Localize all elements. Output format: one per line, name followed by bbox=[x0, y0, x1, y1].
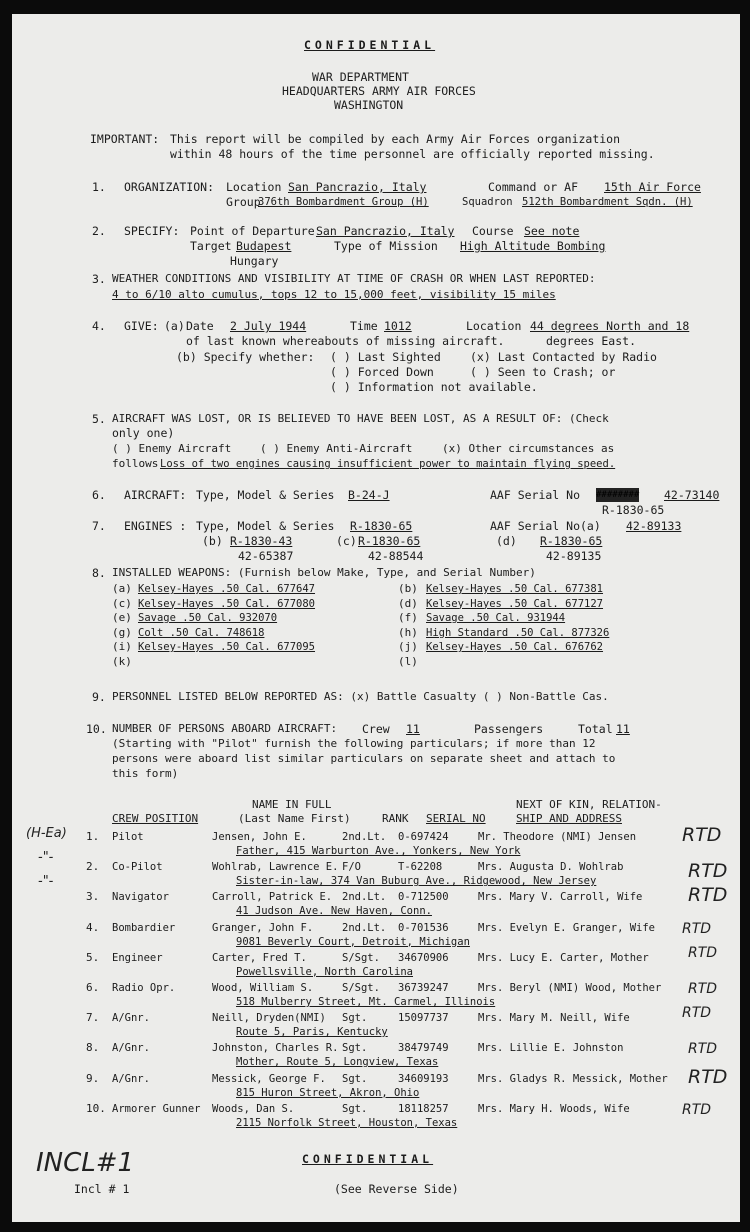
location-label: Location bbox=[226, 180, 282, 194]
weapon-value-left: Colt .50 Cal. 748618 bbox=[138, 626, 265, 639]
engine-d-serial: 42-89135 bbox=[546, 549, 602, 563]
engine-serial-label: AAF Serial No(a) bbox=[490, 519, 601, 533]
weapon-letter-right: (d) bbox=[398, 596, 418, 610]
crew-name: Wood, William S. bbox=[212, 982, 314, 994]
weapons-label: INSTALLED WEAPONS: (Furnish below Make, Type, and Serial Number) bbox=[112, 566, 536, 579]
option-enemy-aircraft: ( ) Enemy Aircraft bbox=[112, 442, 232, 455]
crew-rank: 2nd.Lt. bbox=[342, 891, 387, 904]
header-line-1: WAR DEPARTMENT bbox=[312, 70, 409, 84]
date-value: 2 July 1944 bbox=[230, 319, 307, 333]
persons-note-2: persons were aboard list similar particulars on separate sheet and attach to bbox=[112, 752, 616, 765]
option-forced-down: ( ) Forced Down bbox=[330, 365, 434, 379]
location-label-4: Location bbox=[466, 319, 522, 333]
crew-header-kin-2: SHIP AND ADDRESS bbox=[516, 812, 622, 825]
section-2-number: 2. bbox=[92, 224, 106, 238]
see-reverse-side: (See Reverse Side) bbox=[334, 1182, 459, 1196]
crew-count: 11 bbox=[406, 722, 420, 736]
total-label: Total bbox=[578, 722, 613, 736]
crew-row-number: 1. bbox=[86, 830, 100, 843]
handwritten-ditto-2: -"- bbox=[38, 874, 54, 889]
crew-position: Engineer bbox=[112, 951, 163, 964]
weapon-letter-right: (f) bbox=[398, 611, 418, 624]
crew-next-of-kin: Mrs. Evelyn E. Granger, Wife bbox=[478, 921, 656, 934]
crew-position: A/Gnr. bbox=[112, 1042, 150, 1055]
crew-serial: 0-701536 bbox=[398, 921, 449, 934]
crew-next-of-kin: Mrs. Lillie E. Johnston bbox=[478, 1042, 624, 1055]
time-value: 1012 bbox=[384, 319, 412, 333]
weapon-letter-left: (a) bbox=[112, 582, 132, 595]
crew-name: Carroll, Patrick E. bbox=[212, 891, 333, 904]
section-4-number: 4. bbox=[92, 319, 106, 333]
crew-serial: 0-712500 bbox=[398, 891, 449, 904]
important-text-1: This report will be compiled by each Army Air Forces organization bbox=[170, 132, 621, 146]
crew-position: Pilot bbox=[112, 831, 144, 843]
crew-kin-address: 815 Huron Street, Akron, Ohio bbox=[236, 1086, 420, 1099]
crew-name: Granger, John F. bbox=[212, 921, 314, 934]
crew-name: Messick, George F. bbox=[212, 1072, 326, 1085]
section-9-number: 9. bbox=[92, 690, 106, 704]
section-7-number: 7. bbox=[92, 519, 106, 533]
weapon-letter-right: (h) bbox=[398, 625, 418, 639]
crew-serial: T-62208 bbox=[398, 861, 443, 874]
departure-value: San Pancrazio, Italy bbox=[316, 224, 455, 238]
crew-serial: 36739247 bbox=[398, 982, 449, 994]
engine-b-label: (b) bbox=[202, 534, 223, 548]
crew-header-kin-1: NEXT OF KIN, RELATION- bbox=[516, 798, 662, 811]
crew-header-rank: RANK bbox=[382, 812, 409, 825]
crew-position: A/Gnr. bbox=[112, 1072, 150, 1085]
document-page bbox=[12, 14, 740, 1222]
specify-whether-label: (b) Specify whether: bbox=[176, 350, 315, 364]
mission-value: High Altitude Bombing bbox=[460, 239, 606, 253]
inclosure-typed: Incl # 1 bbox=[74, 1182, 130, 1196]
crew-position: Bombardier bbox=[112, 921, 176, 934]
target-value-2: Hungary bbox=[230, 254, 279, 268]
section-10-number: 10. bbox=[86, 722, 107, 736]
group-label: Group bbox=[226, 195, 261, 209]
handwritten-rtd: RTD bbox=[688, 944, 718, 961]
engine-b-serial: 42-65387 bbox=[238, 549, 294, 563]
crew-kin-address: 518 Mulberry Street, Mt. Carmel, Illinois bbox=[236, 996, 496, 1008]
weapon-letter-right: (j) bbox=[398, 640, 418, 653]
weapon-value-right: High Standard .50 Cal. 877326 bbox=[426, 626, 610, 639]
course-value: See note bbox=[524, 224, 580, 238]
crew-serial: 15097737 bbox=[398, 1012, 449, 1025]
crew-serial: 38479749 bbox=[398, 1042, 449, 1055]
crew-position: Co-Pilot bbox=[112, 861, 163, 874]
aircraft-serial-value: 42-73140 bbox=[664, 488, 720, 502]
weather-value: 4 to 6/10 alto cumulus, tops 12 to 15,000 feet, visibility 15 miles bbox=[112, 288, 556, 301]
handwritten-rtd: RTD bbox=[682, 1005, 712, 1022]
time-label: Time bbox=[350, 319, 378, 333]
engine-model-value: R-1830-65 bbox=[350, 519, 413, 533]
departure-label: Point of Departure bbox=[190, 224, 315, 238]
crew-rank: S/Sgt. bbox=[342, 982, 380, 994]
important-text-2: within 48 hours of the time personnel are officially reported missing. bbox=[170, 147, 655, 161]
persons-note-1: (Starting with "Pilot" furnish the following particulars; if more than 12 bbox=[112, 737, 596, 750]
command-label: Command or AF bbox=[488, 180, 579, 194]
crew-rank: 2nd.Lt. bbox=[342, 921, 387, 934]
handwritten-rtd: RTD bbox=[688, 1065, 728, 1088]
crew-row-number: 8. bbox=[86, 1041, 100, 1055]
aircraft-serial-struck: ######## bbox=[596, 490, 640, 500]
engine-c-label: (c) bbox=[336, 534, 357, 548]
option-last-sighted: ( ) Last Sighted bbox=[330, 350, 441, 364]
classification-bottom: CONFIDENTIAL bbox=[302, 1152, 434, 1166]
engine-d-value: R-1830-65 bbox=[540, 534, 603, 548]
weapon-letter-left: (i) bbox=[112, 640, 132, 653]
engine-d-label: (d) bbox=[496, 534, 517, 548]
weapon-value-left: Kelsey-Hayes .50 Cal. 677080 bbox=[138, 597, 316, 610]
aircraft-model-value: B-24-J bbox=[348, 488, 390, 502]
mission-label: Type of Mission bbox=[334, 239, 438, 253]
handwritten-rtd: RTD bbox=[682, 824, 722, 846]
option-info-not-available: ( ) Information not available. bbox=[330, 380, 538, 394]
header-line-3: WASHINGTON bbox=[334, 98, 404, 112]
crew-row-number: 7. bbox=[86, 1011, 100, 1025]
crew-header-name-1: NAME IN FULL bbox=[252, 798, 332, 811]
crew-rank: Sgt. bbox=[342, 1042, 368, 1055]
personnel-reported: PERSONNEL LISTED BELOW REPORTED AS: (x) Battle Casualty ( ) Non-Battle Cas. bbox=[112, 690, 609, 703]
crew-name: Wohlrab, Lawrence E. bbox=[212, 861, 339, 874]
header-line-2: HEADQUARTERS ARMY AIR FORCES bbox=[282, 84, 476, 98]
crew-row-number: 4. bbox=[86, 920, 100, 934]
handwritten-incl: INCL#1 bbox=[36, 1148, 135, 1178]
weapon-value-right: Kelsey-Hayes .50 Cal. 677127 bbox=[426, 597, 604, 610]
section-3-number: 3. bbox=[92, 272, 106, 286]
crew-next-of-kin: Mrs. Gladys R. Messick, Mother bbox=[478, 1072, 668, 1085]
crew-position: Navigator bbox=[112, 891, 169, 904]
weapon-letter-right: (b) bbox=[398, 582, 418, 595]
crew-kin-address: 9081 Beverly Court, Detroit, Michigan bbox=[236, 935, 470, 948]
crew-row-number: 10. bbox=[86, 1101, 106, 1115]
persons-note-3: this form) bbox=[112, 767, 179, 780]
aircraft-extra: R-1830-65 bbox=[602, 503, 665, 517]
section-1-number: 1. bbox=[92, 180, 106, 194]
section-6-number: 6. bbox=[92, 488, 106, 502]
option-enemy-anti-aircraft: ( ) Enemy Anti-Aircraft bbox=[260, 442, 413, 455]
crew-header-serial: SERIAL NO bbox=[426, 812, 486, 825]
option-other-circumstances: (x) Other circumstances as bbox=[442, 442, 615, 455]
weapon-letter-left: (c) bbox=[112, 596, 132, 610]
crew-kin-address: Father, 415 Warburton Ave., Yonkers, New York bbox=[236, 845, 521, 857]
engine-serial-a: 42-89133 bbox=[626, 519, 682, 533]
crew-next-of-kin: Mrs. Mary H. Woods, Wife bbox=[478, 1102, 630, 1115]
specify-label: SPECIFY: bbox=[124, 224, 180, 238]
handwritten-rtd: RTD bbox=[688, 1041, 718, 1058]
option-last-contacted: (x) Last Contacted by Radio bbox=[470, 350, 657, 364]
weapon-value-right: Kelsey-Hayes .50 Cal. 677381 bbox=[426, 583, 604, 595]
engine-model-label: Type, Model & Series bbox=[196, 519, 335, 533]
crew-position: A/Gnr. bbox=[112, 1012, 150, 1025]
crew-serial: 34609193 bbox=[398, 1072, 449, 1085]
important-label: IMPORTANT: bbox=[90, 132, 160, 146]
weapon-value-left: Kelsey-Hayes .50 Cal. 677647 bbox=[138, 583, 316, 595]
weapon-letter-left: (k) bbox=[112, 654, 132, 668]
lost-cause-value: Loss of two engines causing insufficient power to maintain flying speed. bbox=[160, 458, 616, 470]
crew-row-number: 6. bbox=[86, 981, 100, 994]
weapon-value-left: Savage .50 Cal. 932070 bbox=[138, 612, 278, 624]
crew-row-number: 2. bbox=[86, 860, 100, 874]
crew-name: Carter, Fred T. bbox=[212, 951, 307, 964]
crew-name: Woods, Dan S. bbox=[212, 1102, 295, 1115]
aircraft-model-label: Type, Model & Series bbox=[196, 488, 335, 502]
weapon-letter-right: (l) bbox=[398, 654, 418, 668]
lost-cause-line-2: only one) bbox=[112, 426, 175, 440]
crew-kin-address: 2115 Norfolk Street, Houston, Texas bbox=[236, 1116, 458, 1129]
squadron-label: Squadron bbox=[462, 196, 513, 208]
whereabouts-degrees: degrees East. bbox=[546, 334, 637, 348]
weapon-letter-left: (e) bbox=[112, 611, 132, 624]
weapon-value-right: Kelsey-Hayes .50 Cal. 676762 bbox=[426, 641, 604, 653]
crew-kin-address: Mother, Route 5, Longview, Texas bbox=[236, 1056, 439, 1069]
crew-rank: Sgt. bbox=[342, 1012, 368, 1025]
target-value: Budapest bbox=[236, 239, 292, 253]
total-count: 11 bbox=[616, 722, 630, 736]
aircraft-label: AIRCRAFT: bbox=[124, 488, 187, 502]
group-value: 376th Bombardment Group (H) bbox=[258, 196, 429, 208]
handwritten-ditto-1: -"- bbox=[38, 850, 54, 865]
handwritten-rtd: RTD bbox=[682, 920, 712, 937]
crew-next-of-kin: Mrs. Beryl (NMI) Wood, Mother bbox=[478, 982, 662, 994]
classification-top: CONFIDENTIAL bbox=[304, 38, 436, 52]
engines-label: ENGINES : bbox=[124, 519, 187, 533]
crew-kin-address: 41 Judson Ave. New Haven, Conn. bbox=[236, 905, 432, 918]
handwritten-rtd: RTD bbox=[688, 981, 718, 997]
weather-label: WEATHER CONDITIONS AND VISIBILITY AT TIME OF CRASH OR WHEN LAST REPORTED: bbox=[112, 272, 596, 285]
crew-position: Radio Opr. bbox=[112, 982, 176, 994]
crew-name: Jensen, John E. bbox=[212, 831, 307, 843]
crew-header-position: CREW POSITION bbox=[112, 812, 199, 825]
crash-location-value: 44 degrees North and 18 bbox=[530, 319, 690, 333]
course-label: Course bbox=[472, 224, 514, 238]
weapon-letter-left: (g) bbox=[112, 625, 132, 639]
crew-next-of-kin: Mrs. Mary V. Carroll, Wife bbox=[478, 891, 643, 904]
lost-cause-line-1: AIRCRAFT WAS LOST, OR IS BELIEVED TO HAVE BEEN LOST, AS A RESULT OF: (Check bbox=[112, 412, 609, 425]
command-value: 15th Air Force bbox=[604, 180, 701, 194]
crew-kin-address: Powellsville, North Carolina bbox=[236, 965, 414, 978]
date-label: Date bbox=[186, 319, 214, 333]
passengers-label: Passengers bbox=[474, 722, 544, 736]
crew-rank: S/Sgt. bbox=[342, 951, 380, 964]
squadron-value: 512th Bombardment Sqdn. (H) bbox=[522, 196, 693, 208]
option-seen-crash: ( ) Seen to Crash; or bbox=[470, 365, 616, 379]
crew-row-number: 9. bbox=[86, 1071, 100, 1085]
handwritten-hea: (H-Ea) bbox=[26, 826, 67, 841]
organization-location: San Pancrazio, Italy bbox=[288, 180, 427, 194]
crew-rank: Sgt. bbox=[342, 1102, 368, 1115]
crew-row-number: 3. bbox=[86, 890, 100, 904]
follows-label: follows bbox=[112, 457, 159, 470]
handwritten-rtd: RTD bbox=[682, 1101, 712, 1118]
section-8-number: 8. bbox=[92, 566, 106, 580]
crew-kin-address: Sister-in-law, 374 Van Buburg Ave., Ridgewood, New Jersey bbox=[236, 875, 597, 888]
target-label: Target bbox=[190, 239, 232, 253]
handwritten-rtd: RTD bbox=[688, 884, 728, 907]
crew-next-of-kin: Mrs. Augusta D. Wohlrab bbox=[478, 861, 624, 874]
give-a-label: (a) bbox=[164, 319, 185, 333]
persons-aboard-label: NUMBER OF PERSONS ABOARD AIRCRAFT: bbox=[112, 722, 338, 735]
weapon-value-right: Savage .50 Cal. 931944 bbox=[426, 612, 566, 624]
engine-b-value: R-1830-43 bbox=[230, 534, 293, 548]
crew-name: Neill, Dryden(NMI) bbox=[212, 1012, 326, 1025]
whereabouts-text: of last known whereabouts of missing aircraft. bbox=[186, 334, 505, 348]
crew-rank: 2nd.Lt. bbox=[342, 831, 387, 843]
handwritten-rtd: RTD bbox=[688, 860, 728, 883]
crew-rank: F/O bbox=[342, 861, 361, 874]
aircraft-serial-label: AAF Serial No bbox=[490, 488, 581, 502]
organization-label: ORGANIZATION: bbox=[124, 180, 215, 194]
crew-next-of-kin: Mrs. Lucy E. Carter, Mother bbox=[478, 951, 649, 964]
crew-rank: Sgt. bbox=[342, 1072, 368, 1085]
crew-next-of-kin: Mr. Theodore (NMI) Jensen bbox=[478, 831, 637, 843]
crew-label: Crew bbox=[362, 722, 390, 736]
engine-c-serial: 42-88544 bbox=[368, 549, 424, 563]
crew-next-of-kin: Mrs. Mary M. Neill, Wife bbox=[478, 1012, 630, 1025]
crew-row-number: 5. bbox=[86, 950, 100, 964]
engine-c-value: R-1830-65 bbox=[358, 534, 421, 548]
section-5-number: 5. bbox=[92, 412, 106, 426]
crew-serial: 34670906 bbox=[398, 951, 449, 964]
crew-position: Armorer Gunner bbox=[112, 1102, 201, 1115]
crew-name: Johnston, Charles R. bbox=[212, 1042, 339, 1055]
crew-kin-address: Route 5, Paris, Kentucky bbox=[236, 1026, 388, 1039]
weapon-value-left: Kelsey-Hayes .50 Cal. 677095 bbox=[138, 641, 316, 653]
crew-serial: 0-697424 bbox=[398, 831, 449, 843]
give-label: GIVE: bbox=[124, 319, 159, 333]
crew-serial: 18118257 bbox=[398, 1102, 449, 1115]
crew-header-name-2: (Last Name First) bbox=[238, 812, 351, 825]
